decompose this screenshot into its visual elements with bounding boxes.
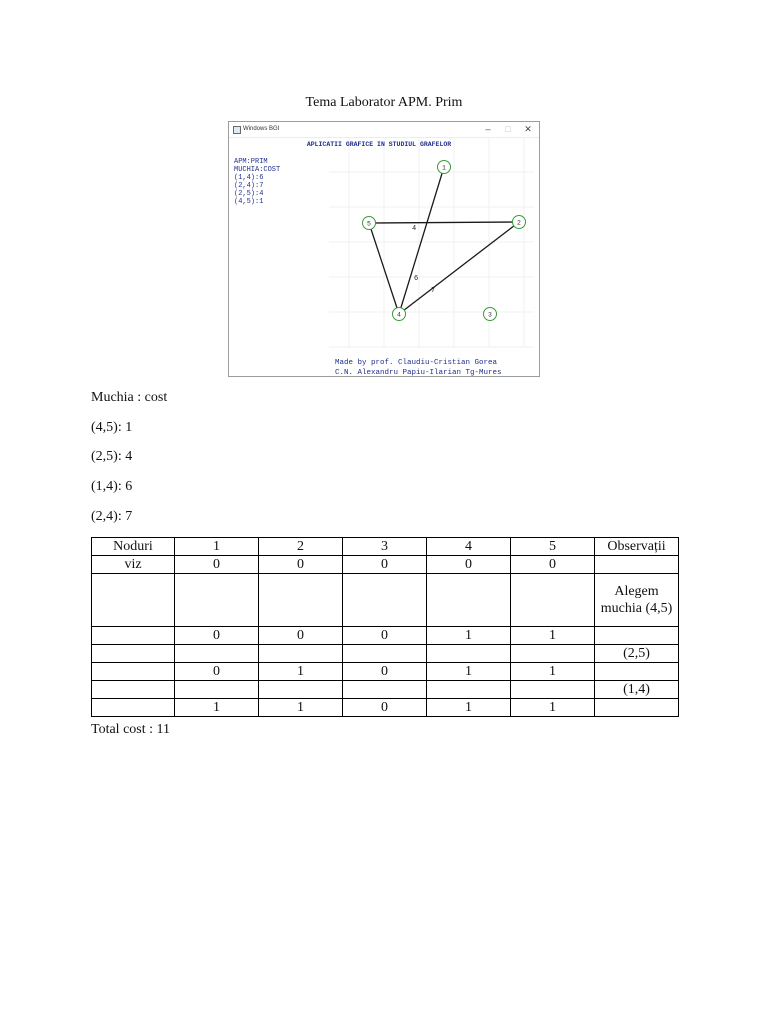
table-row <box>92 645 679 663</box>
table-cell: 0 <box>175 627 259 645</box>
graph-edge <box>369 222 519 223</box>
graph-canvas <box>229 137 539 376</box>
table-cell <box>175 574 259 627</box>
edge-list-item: (1,4): 6 <box>91 479 133 494</box>
table-cell: 0 <box>343 556 427 574</box>
table-cell: 0 <box>511 556 595 574</box>
graph-node-label: 2 <box>517 219 521 227</box>
table-header-cell: Noduri <box>92 538 175 556</box>
table-row <box>92 663 679 681</box>
bgi-window-screenshot <box>228 121 540 377</box>
prim-steps-table <box>91 537 679 717</box>
table-cell <box>595 699 679 717</box>
table-cell <box>595 556 679 574</box>
table-cell <box>92 699 175 717</box>
window-title: Windows BGI <box>243 126 280 132</box>
table-cell: 1 <box>427 663 511 681</box>
table-cell: 1 <box>511 663 595 681</box>
window-titlebar <box>229 122 539 138</box>
table-cell <box>595 663 679 681</box>
table-cell <box>92 645 175 663</box>
table-row <box>92 574 679 627</box>
side-text-line: APM:PRIM <box>234 158 268 166</box>
table-header-cell: 1 <box>175 538 259 556</box>
table-cell <box>259 681 343 699</box>
table-cell <box>92 663 175 681</box>
table-cell: 1 <box>427 699 511 717</box>
graph-edge <box>399 219 521 314</box>
table-row <box>92 681 679 699</box>
table-cell: 1 <box>511 627 595 645</box>
table-cell <box>427 645 511 663</box>
document-title: Tema Laborator APM. Prim <box>305 95 463 110</box>
table-cell: (1,4) <box>595 681 679 699</box>
table-cell <box>259 574 343 627</box>
table-cell: 1 <box>511 699 595 717</box>
side-text-line: (1,4):6 <box>234 174 264 182</box>
table-row <box>92 699 679 717</box>
table-cell <box>427 574 511 627</box>
table-cell <box>511 574 595 627</box>
table-cell: 0 <box>259 556 343 574</box>
table-cell <box>595 627 679 645</box>
edge-cost-label: 4 <box>412 225 417 233</box>
side-text-line: MUCHIA:COST <box>234 166 281 174</box>
table-cell: 0 <box>343 663 427 681</box>
graph-node-label: 5 <box>367 220 371 228</box>
graph-node-label: 3 <box>488 311 492 319</box>
table-row <box>92 556 679 574</box>
table-cell: 1 <box>259 663 343 681</box>
edge-list-header: Muchia : cost <box>91 390 168 405</box>
side-text-line: (4,5):1 <box>234 198 264 206</box>
table-header-cell: 4 <box>427 538 511 556</box>
table-cell: 1 <box>259 699 343 717</box>
side-text-line: (2,5):4 <box>234 190 264 198</box>
table-cell <box>343 574 427 627</box>
minimize-icon: – <box>485 124 491 134</box>
table-cell: (2,5) <box>595 645 679 663</box>
graph-node-label: 1 <box>442 164 446 172</box>
table-cell: 1 <box>175 699 259 717</box>
table-header-cell: Observații <box>595 538 679 556</box>
credit-line: C.N. Alexandru Papiu-Ilarian Tg-Mures <box>335 369 502 376</box>
table-cell: Alegem muchia (4,5) <box>595 574 679 627</box>
edge-list-item: (2,5): 4 <box>91 449 133 464</box>
edge-cost-label: 7 <box>431 287 436 295</box>
table-cell <box>175 681 259 699</box>
table-cell: 1 <box>427 627 511 645</box>
edge-cost-label: 6 <box>414 275 419 283</box>
graph-edge <box>399 164 446 314</box>
prim-steps-table-wrapper <box>91 537 679 717</box>
table-cell <box>92 681 175 699</box>
graph-node-label: 4 <box>397 311 401 319</box>
table-cell <box>343 645 427 663</box>
table-header-row <box>92 538 679 556</box>
table-row <box>92 627 679 645</box>
app-icon <box>233 126 241 134</box>
table-cell <box>92 627 175 645</box>
canvas-heading: APLICATII GRAFICE IN STUDIUL GRAFELOR <box>306 141 452 148</box>
maximize-icon: □ <box>505 124 511 134</box>
table-header-cell: 5 <box>511 538 595 556</box>
table-cell: 0 <box>343 699 427 717</box>
table-cell: 0 <box>175 556 259 574</box>
table-cell <box>511 645 595 663</box>
table-cell: 0 <box>175 663 259 681</box>
total-cost: Total cost : 11 <box>91 722 170 737</box>
table-cell: 0 <box>343 627 427 645</box>
side-text-line: (2,4):7 <box>234 182 264 190</box>
edge-list-item: (4,5): 1 <box>91 420 133 435</box>
table-cell <box>175 645 259 663</box>
table-cell <box>92 574 175 627</box>
table-header-cell: 3 <box>343 538 427 556</box>
table-cell <box>427 681 511 699</box>
table-cell: viz <box>92 556 175 574</box>
credit-line: Made by prof. Claudiu-Cristian Gorea <box>335 359 498 367</box>
table-header-cell: 2 <box>259 538 343 556</box>
table-cell <box>343 681 427 699</box>
table-cell <box>259 645 343 663</box>
table-cell <box>511 681 595 699</box>
table-cell: 0 <box>427 556 511 574</box>
edge-list-item: (2,4): 7 <box>91 509 133 524</box>
close-icon: ✕ <box>524 124 532 134</box>
table-cell: 0 <box>259 627 343 645</box>
